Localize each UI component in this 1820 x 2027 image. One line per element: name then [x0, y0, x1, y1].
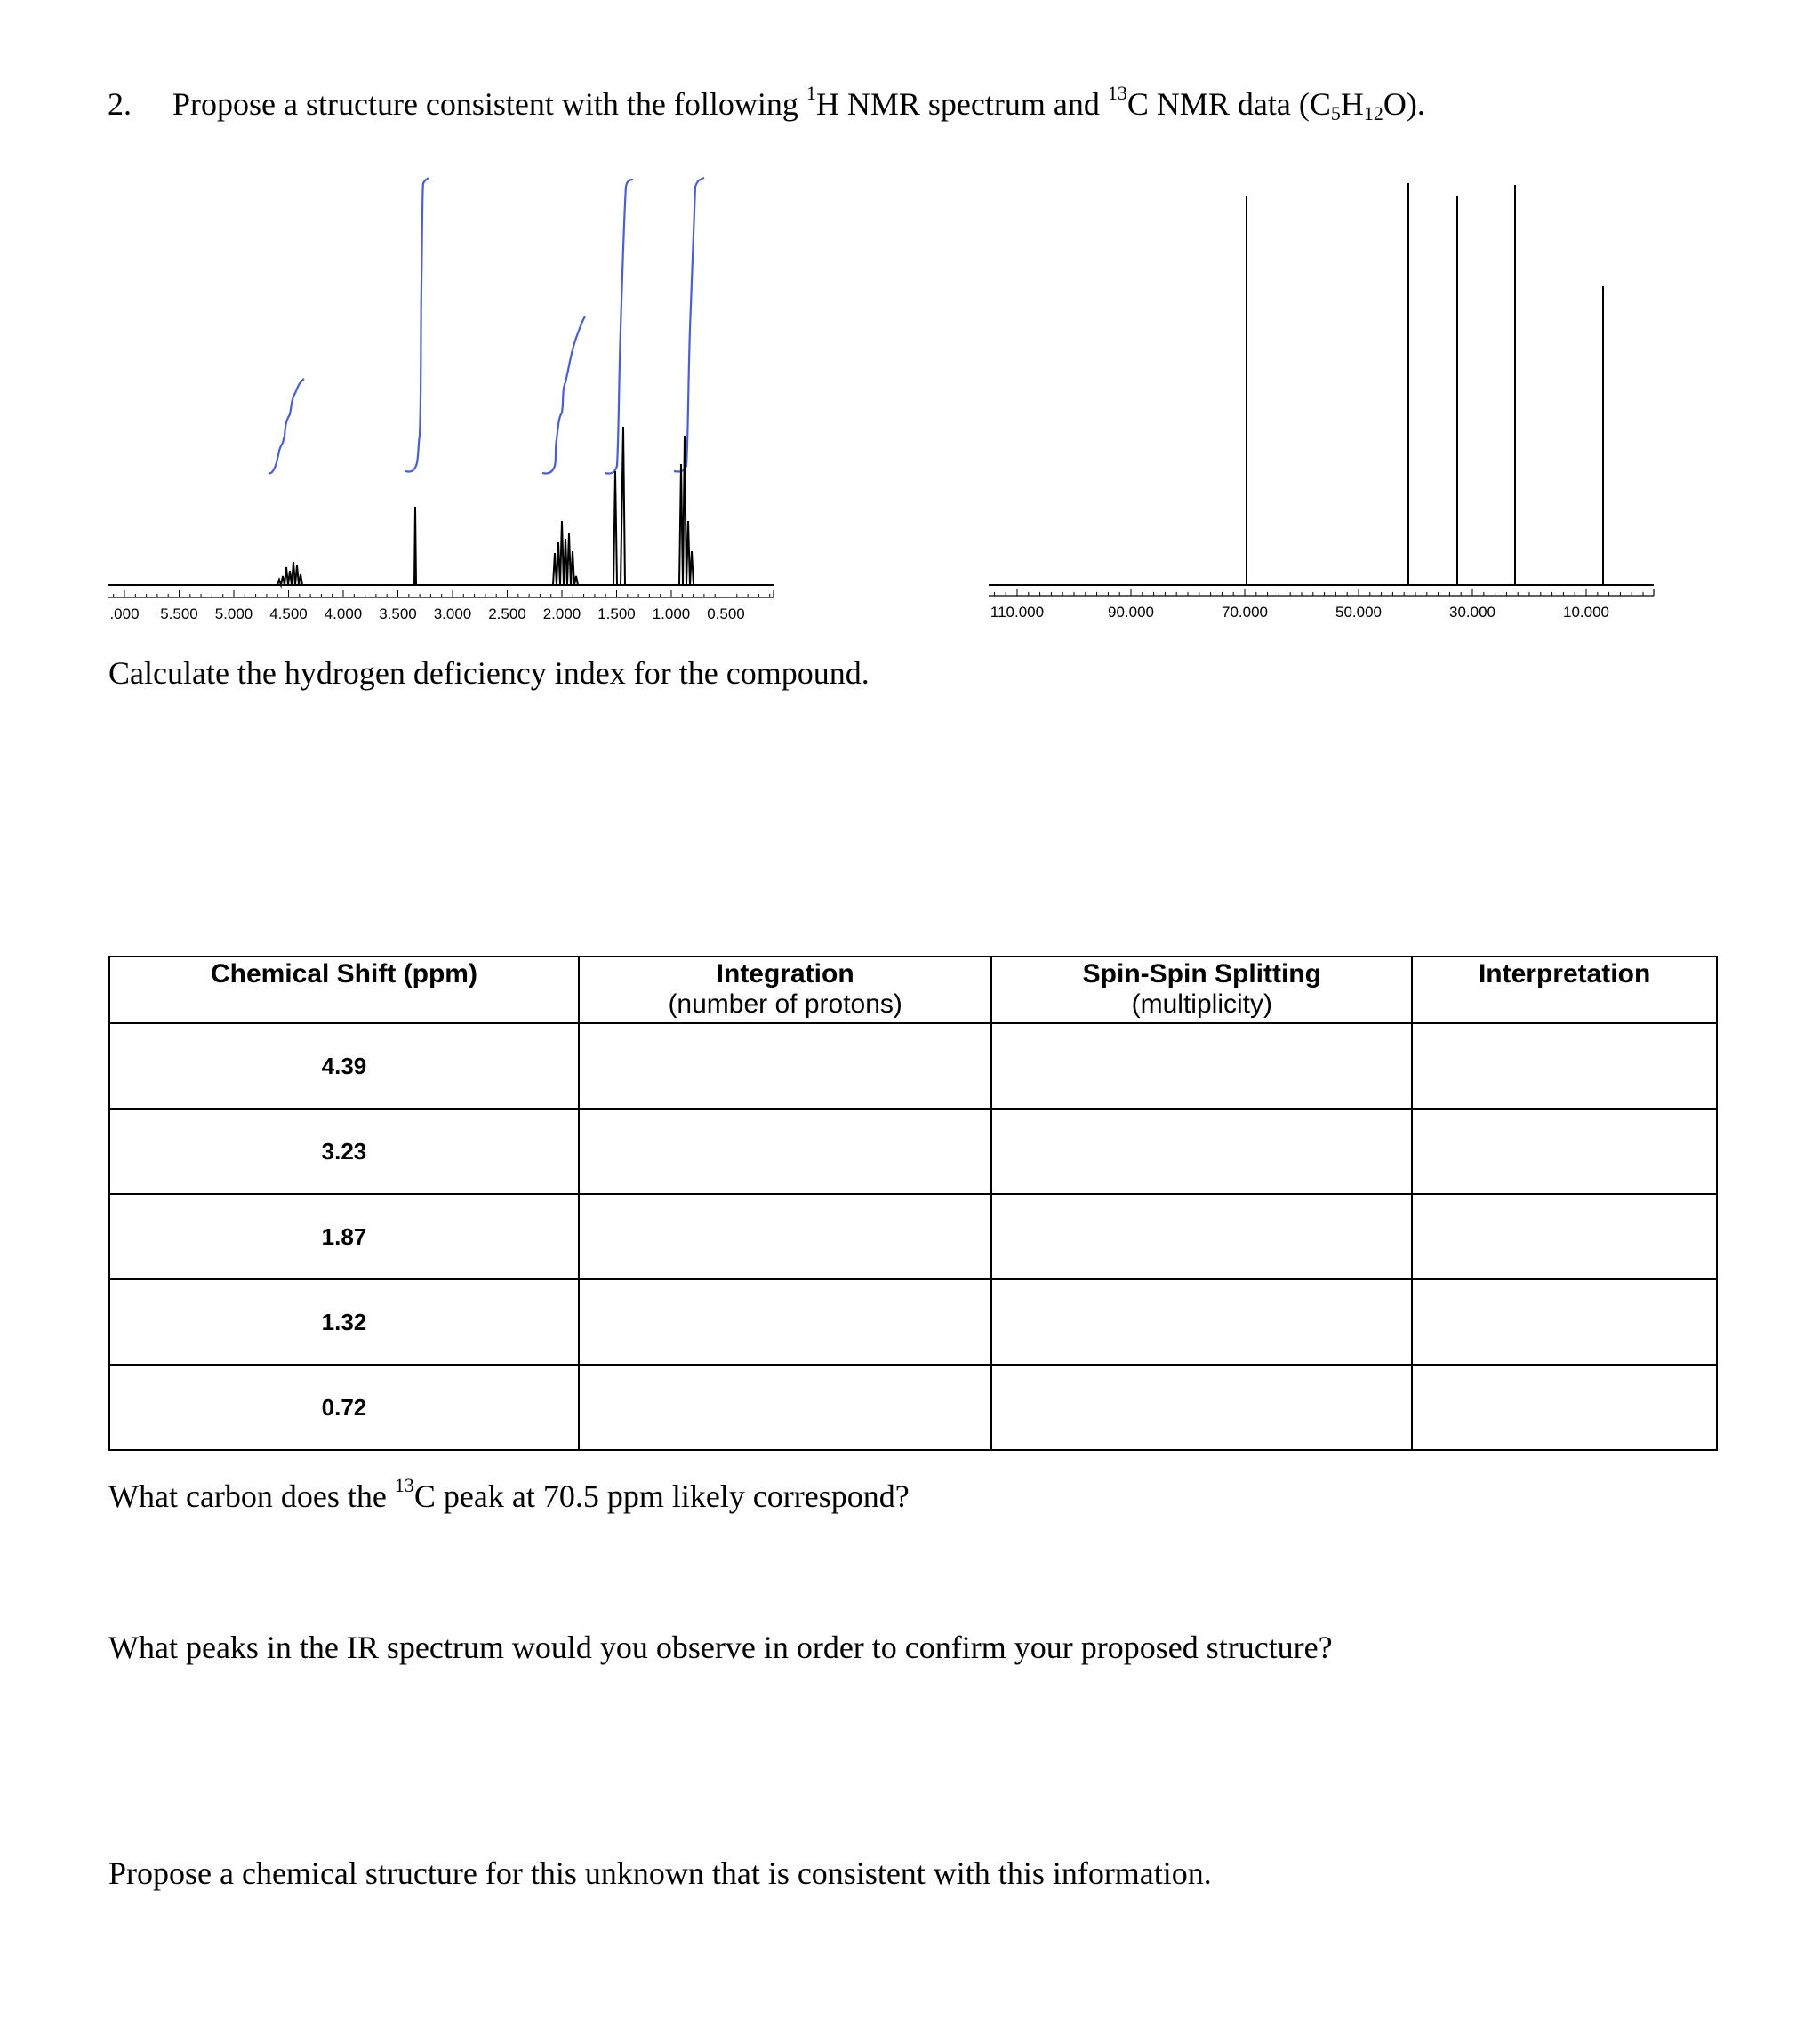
splitting-cell[interactable] [991, 1023, 1412, 1109]
interpretation-cell[interactable] [1412, 1023, 1717, 1109]
interpretation-cell[interactable] [1412, 1365, 1717, 1450]
h-nmr-spectrum [105, 169, 781, 631]
h-axis [108, 590, 774, 597]
h-peak-0-72 [674, 436, 697, 585]
h-tick-label: 4.500 [269, 605, 308, 622]
h-tick-label: 1.500 [597, 605, 636, 622]
table-row [109, 1279, 1717, 1365]
h-tick-label: .000 [109, 605, 140, 622]
interpretation-cell[interactable] [1412, 1279, 1717, 1365]
c-tick-label: 10.000 [1563, 604, 1609, 621]
c-axis-ticks [994, 589, 1643, 596]
c-tick-label: 50.000 [1335, 604, 1382, 621]
h-peaks [274, 427, 697, 585]
integration-cell[interactable] [579, 1194, 991, 1279]
header-interpretation: Interpretation [1412, 957, 1717, 1023]
structure-prompt: Propose a chemical structure for this unknown that is consistent with this information. [108, 1855, 1212, 1891]
nmr-data-table [108, 956, 1718, 1451]
table-row [109, 1365, 1717, 1450]
table-row [109, 1109, 1717, 1194]
integration-cell[interactable] [579, 1023, 991, 1109]
c-peaks [1247, 183, 1603, 585]
shift-cell: 4.39 [109, 1023, 579, 1109]
h-integral-1-32 [605, 180, 633, 474]
h-peak-4-39 [274, 562, 306, 585]
shift-cell: 0.72 [109, 1365, 579, 1450]
h-tick-label: 5.500 [160, 605, 198, 622]
shift-cell: 1.32 [109, 1279, 579, 1365]
h-integral-0-72 [674, 178, 704, 472]
integration-cell[interactable] [579, 1365, 991, 1450]
h-tick-label: 3.500 [379, 605, 417, 622]
integration-cell[interactable] [579, 1279, 991, 1365]
h-peak-1-87 [549, 521, 581, 585]
c-tick-label: 30.000 [1449, 604, 1495, 621]
h-tick-label: 5.000 [214, 605, 253, 622]
header-chemical-shift: Chemical Shift (ppm) [109, 957, 579, 1023]
question-number: 2. [108, 86, 132, 122]
interpretation-cell[interactable] [1412, 1109, 1717, 1194]
h-tick-label: 4.000 [324, 605, 363, 622]
integration-cell[interactable] [579, 1109, 991, 1194]
splitting-cell[interactable] [991, 1365, 1412, 1450]
h-peak-1-32 [608, 427, 629, 585]
splitting-cell[interactable] [991, 1109, 1412, 1194]
hdi-prompt: Calculate the hydrogen deficiency index for the compound. [108, 655, 870, 691]
table-header-row [109, 957, 1717, 1023]
h-axis-ticks [114, 590, 770, 597]
carbon-prompt: What carbon does the $^{13}$C peak at 70.5 ppm likely correspond? [108, 1474, 910, 1514]
c-tick-labels [990, 604, 1609, 621]
h-integral-1-87 [542, 316, 585, 474]
table-row [109, 1194, 1717, 1279]
h-tick-label: 2.000 [542, 605, 581, 622]
h-tick-label: 1.000 [652, 605, 691, 622]
h-peak-3-23 [411, 507, 418, 585]
header-splitting: Spin-Spin Splitting (multiplicity) [991, 957, 1412, 1023]
c-nmr-spectrum [985, 169, 1661, 631]
splitting-cell[interactable] [991, 1279, 1412, 1365]
h-integral-4-39 [269, 379, 304, 473]
shift-cell: 1.87 [109, 1194, 579, 1279]
shift-cell: 3.23 [109, 1109, 579, 1194]
header-integration: Integration (number of protons) [579, 957, 991, 1023]
h-tick-labels [109, 605, 744, 622]
table-row [109, 1023, 1717, 1109]
h-tick-label: 3.000 [433, 605, 472, 622]
h-tick-label: 2.500 [488, 605, 526, 622]
h-integral-3-23 [405, 178, 429, 472]
interpretation-cell[interactable] [1412, 1194, 1717, 1279]
h-tick-label: 0.500 [707, 605, 745, 622]
question-text: Propose a structure consistent with the following $^1$H NMR spectrum and $^{13}$C NMR data $(C_5H_{12}O)$. [172, 82, 1425, 124]
h-integration-curves [269, 178, 704, 474]
c-axis [989, 589, 1654, 596]
c-tick-label: 90.000 [1108, 604, 1154, 621]
splitting-cell[interactable] [991, 1194, 1412, 1279]
c-tick-label: 70.000 [1222, 604, 1268, 621]
c-tick-label: 110.000 [990, 604, 1045, 621]
ir-prompt: What peaks in the IR spectrum would you observe in order to confirm your proposed structure? [108, 1630, 1333, 1665]
